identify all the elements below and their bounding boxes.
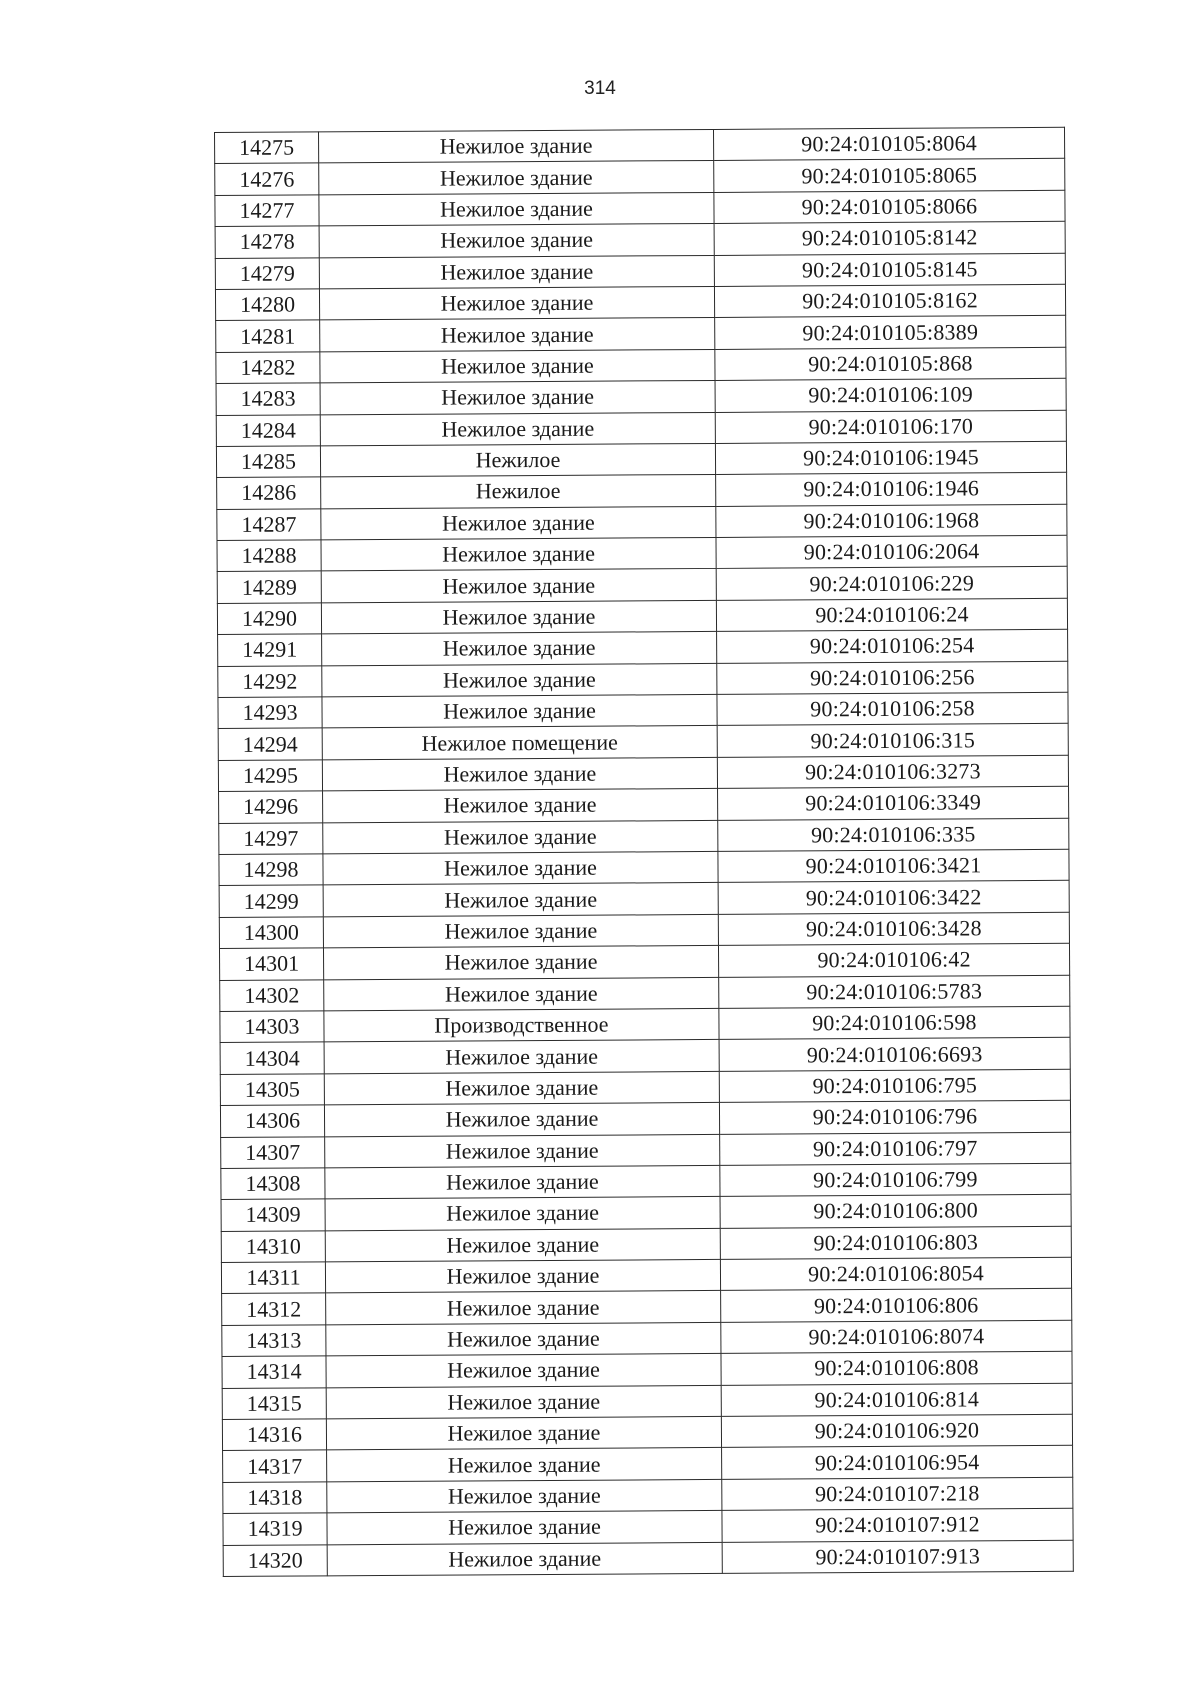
row-number-cell: 14307 — [221, 1136, 325, 1168]
cadastral-number-cell: 90:24:010106:170 — [715, 410, 1066, 444]
object-type-cell: Нежилое здание — [325, 1197, 720, 1231]
table-row — [215, 159, 1065, 196]
object-type-cell: Нежилое — [321, 475, 716, 509]
row-number-cell: 14298 — [219, 854, 323, 886]
row-number-cell: 14289 — [217, 571, 321, 603]
row-number-cell: 14319 — [223, 1513, 327, 1545]
cadastral-number-cell: 90:24:010106:254 — [717, 630, 1068, 664]
row-number-cell: 14306 — [220, 1105, 324, 1137]
table-row — [221, 1226, 1071, 1263]
row-number-cell: 14297 — [219, 822, 323, 854]
object-type-cell: Нежилое здание — [326, 1385, 721, 1419]
object-type-cell: Нежилое здание — [323, 851, 718, 885]
registry-table — [214, 127, 1074, 1577]
row-number-cell: 14313 — [222, 1325, 326, 1357]
object-type-cell: Нежилое здание — [319, 161, 714, 195]
table-row — [222, 1414, 1072, 1451]
cadastral-number-cell: 90:24:010106:954 — [722, 1446, 1073, 1480]
row-number-cell: 14309 — [221, 1199, 325, 1231]
cadastral-number-cell: 90:24:010106:797 — [720, 1132, 1071, 1166]
table-row — [223, 1508, 1073, 1545]
row-number-cell: 14292 — [218, 665, 322, 697]
object-type-cell: Производственное — [324, 1008, 719, 1042]
table-row — [222, 1320, 1072, 1357]
object-type-cell: Нежилое здание — [326, 1291, 721, 1325]
cadastral-number-cell: 90:24:010106:8074 — [721, 1320, 1072, 1354]
object-type-cell: Нежилое здание — [325, 1259, 720, 1293]
cadastral-number-cell: 90:24:010106:1945 — [715, 441, 1066, 475]
table-row — [218, 661, 1068, 698]
cadastral-number-cell: 90:24:010105:8142 — [714, 221, 1065, 255]
row-number-cell: 14284 — [216, 414, 320, 446]
cadastral-number-cell: 90:24:010106:795 — [719, 1069, 1070, 1103]
cadastral-number-cell: 90:24:010105:8389 — [715, 316, 1066, 350]
row-number-cell: 14276 — [215, 163, 319, 195]
object-type-cell: Нежилое помещение — [322, 726, 717, 760]
object-type-cell: Нежилое здание — [320, 318, 715, 352]
table-row — [219, 849, 1069, 886]
row-number-cell: 14314 — [222, 1356, 326, 1388]
cadastral-number-cell: 90:24:010106:1946 — [716, 473, 1067, 507]
row-number-cell: 14291 — [218, 634, 322, 666]
row-number-cell: 14287 — [217, 509, 321, 541]
row-number-cell: 14315 — [222, 1387, 326, 1419]
cadastral-number-cell: 90:24:010106:335 — [718, 818, 1069, 852]
cadastral-number-cell: 90:24:010106:796 — [719, 1100, 1070, 1134]
cadastral-number-cell: 90:24:010106:258 — [717, 692, 1068, 726]
object-type-cell: Нежилое здание — [325, 1134, 720, 1168]
table-row — [222, 1383, 1072, 1420]
cadastral-number-cell: 90:24:010106:598 — [719, 1006, 1070, 1040]
cadastral-number-cell: 90:24:010105:8162 — [714, 284, 1065, 318]
cadastral-number-cell: 90:24:010106:6693 — [719, 1038, 1070, 1072]
row-number-cell: 14304 — [220, 1042, 324, 1074]
table-row — [218, 755, 1068, 792]
row-number-cell: 14310 — [221, 1231, 325, 1263]
object-type-cell: Нежилое здание — [324, 1103, 719, 1137]
row-number-cell: 14293 — [218, 697, 322, 729]
object-type-cell: Нежилое здание — [326, 1354, 721, 1388]
row-number-cell: 14301 — [219, 948, 323, 980]
object-type-cell: Нежилое здание — [319, 192, 714, 226]
row-number-cell: 14303 — [220, 1011, 324, 1043]
cadastral-number-cell: 90:24:010106:803 — [720, 1226, 1071, 1260]
table-row — [220, 975, 1070, 1012]
table-row — [222, 1289, 1072, 1326]
object-type-cell: Нежилое здание — [321, 569, 716, 603]
cadastral-number-cell: 90:24:010106:806 — [721, 1289, 1072, 1323]
row-number-cell: 14300 — [219, 917, 323, 949]
table-row — [219, 943, 1069, 980]
row-number-cell: 14283 — [216, 383, 320, 415]
table-row — [221, 1132, 1071, 1169]
object-type-cell: Нежилое здание — [321, 506, 716, 540]
cadastral-number-cell: 90:24:010106:315 — [717, 724, 1068, 758]
row-number-cell: 14317 — [223, 1450, 327, 1482]
object-type-cell: Нежилое здание — [325, 1228, 720, 1262]
table-row — [219, 912, 1069, 949]
table-row — [215, 284, 1065, 321]
row-number-cell: 14275 — [215, 132, 319, 164]
row-number-cell: 14280 — [215, 289, 319, 321]
table-row — [215, 221, 1065, 258]
object-type-cell: Нежилое здание — [322, 632, 717, 666]
row-number-cell: 14285 — [216, 446, 320, 478]
row-number-cell: 14277 — [215, 195, 319, 227]
cadastral-number-cell: 90:24:010105:8065 — [714, 159, 1065, 193]
cadastral-number-cell: 90:24:010106:799 — [720, 1163, 1071, 1197]
object-type-cell: Нежилое здание — [324, 1040, 719, 1074]
cadastral-number-cell: 90:24:010107:218 — [722, 1477, 1073, 1511]
row-number-cell: 14311 — [221, 1262, 325, 1294]
table-row — [215, 253, 1065, 290]
object-type-cell: Нежилое здание — [326, 1322, 721, 1356]
object-type-cell: Нежилое здание — [322, 694, 717, 728]
table-row — [216, 316, 1066, 353]
object-type-cell: Нежилое здание — [323, 883, 718, 917]
table-row — [221, 1257, 1071, 1294]
row-number-cell: 14281 — [216, 320, 320, 352]
table-row — [216, 378, 1066, 415]
object-type-cell: Нежилое здание — [325, 1165, 720, 1199]
object-type-cell: Нежилое здание — [323, 820, 718, 854]
table-row — [220, 1038, 1070, 1075]
row-number-cell: 14312 — [222, 1293, 326, 1325]
cadastral-number-cell: 90:24:010106:3428 — [718, 912, 1069, 946]
table-row — [216, 410, 1066, 447]
cadastral-number-cell: 90:24:010106:2064 — [716, 535, 1067, 569]
cadastral-number-cell: 90:24:010106:8054 — [720, 1257, 1071, 1291]
cadastral-number-cell: 90:24:010106:256 — [717, 661, 1068, 695]
object-type-cell: Нежилое здание — [319, 255, 714, 289]
object-type-cell: Нежилое здание — [320, 349, 715, 383]
cadastral-number-cell: 90:24:010106:808 — [721, 1352, 1072, 1386]
cadastral-number-cell: 90:24:010106:3273 — [717, 755, 1068, 789]
row-number-cell: 14318 — [223, 1482, 327, 1514]
table-row — [216, 347, 1066, 384]
row-number-cell: 14278 — [215, 226, 319, 258]
object-type-cell: Нежилое здание — [327, 1448, 722, 1482]
object-type-cell: Нежилое здание — [321, 600, 716, 634]
table-row — [218, 724, 1068, 761]
cadastral-number-cell: 90:24:010106:3349 — [718, 786, 1069, 820]
cadastral-number-cell: 90:24:010106:24 — [716, 598, 1067, 632]
cadastral-number-cell: 90:24:010105:8066 — [714, 190, 1065, 224]
object-type-cell: Нежилое здание — [323, 789, 718, 823]
object-type-cell: Нежилое здание — [319, 286, 714, 320]
table-row — [215, 190, 1065, 227]
table-row — [218, 692, 1068, 729]
table-row — [220, 1069, 1070, 1106]
table-row — [223, 1446, 1073, 1483]
object-type-cell: Нежилое здание — [326, 1416, 721, 1450]
object-type-cell: Нежилое здание — [321, 538, 716, 572]
cadastral-number-cell: 90:24:010107:912 — [722, 1508, 1073, 1542]
table-row — [215, 127, 1065, 164]
table-row — [221, 1163, 1071, 1200]
row-number-cell: 14279 — [215, 257, 319, 289]
table-row — [220, 1100, 1070, 1137]
table-row — [221, 1195, 1071, 1232]
object-type-cell: Нежилое здание — [319, 129, 714, 163]
cadastral-number-cell: 90:24:010105:868 — [715, 347, 1066, 381]
table-row — [217, 598, 1067, 635]
object-type-cell: Нежилое здание — [320, 381, 715, 415]
object-type-cell: Нежилое здание — [320, 412, 715, 446]
cadastral-number-cell: 90:24:010107:913 — [722, 1540, 1073, 1574]
cadastral-number-cell: 90:24:010106:920 — [721, 1414, 1072, 1448]
object-type-cell: Нежилое — [320, 443, 715, 477]
table-row — [217, 473, 1067, 510]
object-type-cell: Нежилое здание — [322, 757, 717, 791]
cadastral-number-cell: 90:24:010106:42 — [718, 943, 1069, 977]
table-row — [219, 818, 1069, 855]
table-body — [215, 127, 1074, 1576]
table-row — [219, 881, 1069, 918]
row-number-cell: 14290 — [217, 603, 321, 635]
row-number-cell: 14316 — [222, 1419, 326, 1451]
table-row — [217, 567, 1067, 604]
cadastral-number-cell: 90:24:010106:814 — [721, 1383, 1072, 1417]
cadastral-number-cell: 90:24:010106:3422 — [718, 881, 1069, 915]
row-number-cell: 14295 — [218, 760, 322, 792]
object-type-cell: Нежилое здание — [324, 977, 719, 1011]
row-number-cell: 14294 — [218, 728, 322, 760]
object-type-cell: Нежилое здание — [323, 946, 718, 980]
row-number-cell: 14320 — [223, 1544, 327, 1576]
row-number-cell: 14305 — [220, 1074, 324, 1106]
object-type-cell: Нежилое здание — [327, 1511, 722, 1545]
cadastral-number-cell: 90:24:010106:109 — [715, 378, 1066, 412]
object-type-cell: Нежилое здание — [324, 1071, 719, 1105]
table-row — [218, 630, 1068, 667]
cadastral-number-cell: 90:24:010106:3421 — [718, 849, 1069, 883]
cadastral-number-cell: 90:24:010105:8145 — [714, 253, 1065, 287]
table-row — [217, 535, 1067, 572]
row-number-cell: 14302 — [220, 979, 324, 1011]
cadastral-number-cell: 90:24:010106:800 — [720, 1195, 1071, 1229]
row-number-cell: 14286 — [217, 477, 321, 509]
row-number-cell: 14296 — [219, 791, 323, 823]
object-type-cell: Нежилое здание — [323, 914, 718, 948]
cadastral-number-cell: 90:24:010106:229 — [716, 567, 1067, 601]
table-row — [220, 1006, 1070, 1043]
row-number-cell: 14288 — [217, 540, 321, 572]
row-number-cell: 14282 — [216, 352, 320, 384]
object-type-cell: Нежилое здание — [327, 1542, 722, 1576]
table-row — [217, 504, 1067, 541]
object-type-cell: Нежилое здание — [327, 1479, 722, 1513]
cadastral-number-cell: 90:24:010105:8064 — [713, 127, 1064, 161]
cadastral-number-cell: 90:24:010106:1968 — [716, 504, 1067, 538]
table-row — [223, 1477, 1073, 1514]
object-type-cell: Нежилое здание — [319, 224, 714, 258]
table-row — [216, 441, 1066, 478]
row-number-cell: 14308 — [221, 1168, 325, 1200]
row-number-cell: 14299 — [219, 885, 323, 917]
table-row — [223, 1540, 1073, 1577]
page-number: 314 — [584, 78, 616, 99]
table-row — [219, 786, 1069, 823]
object-type-cell: Нежилое здание — [322, 663, 717, 697]
table-row — [222, 1352, 1072, 1389]
cadastral-number-cell: 90:24:010106:5783 — [719, 975, 1070, 1009]
